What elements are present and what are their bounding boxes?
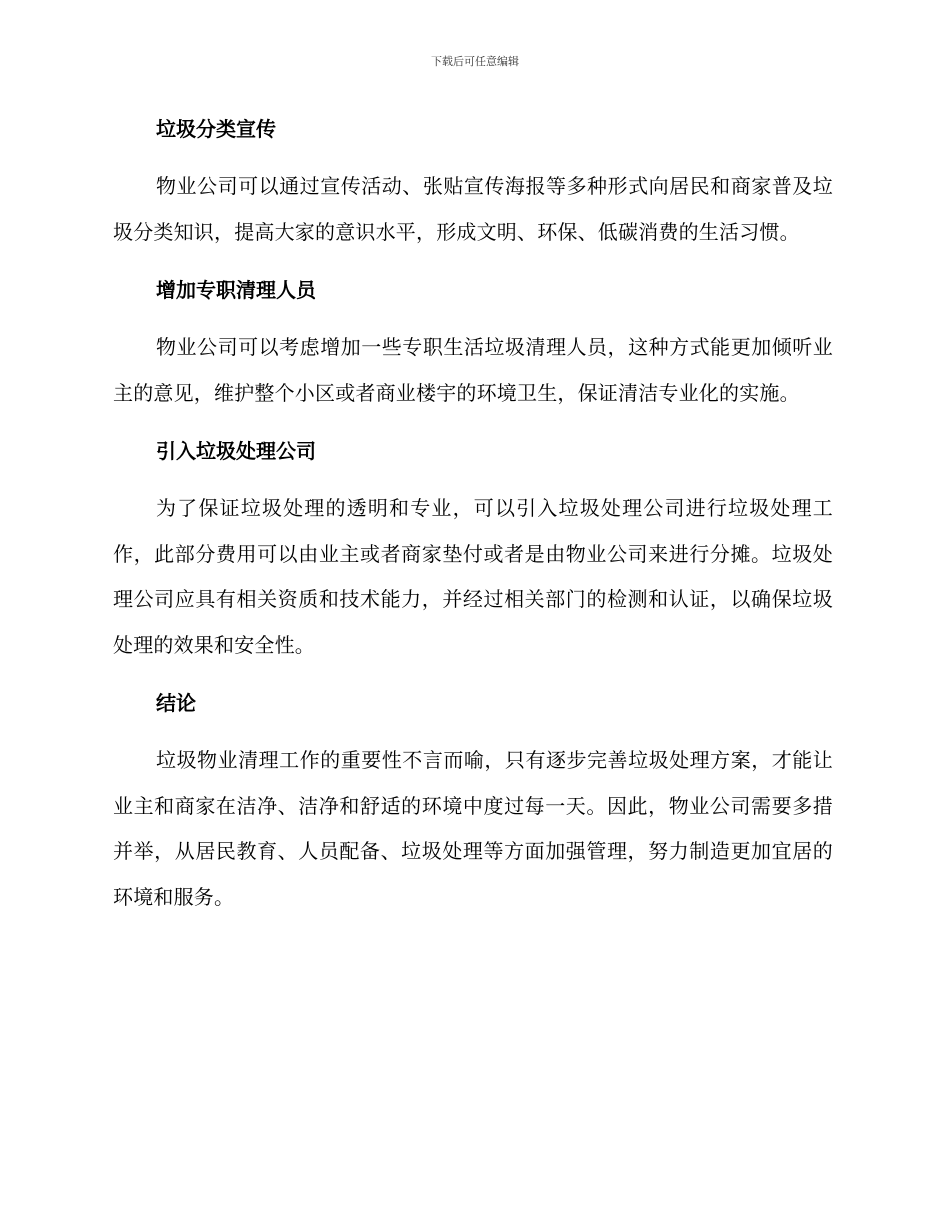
spacer [113,474,833,486]
spacer [113,152,833,164]
section-heading-waste-company: 引入垃圾处理公司 [156,439,316,463]
section-body-cleaning-staff: 物业公司可以考虑增加一些专职生活垃圾清理人员，这种方式能更加倾听业主的意见，维护整个小区或者商业楼宇的环境卫生，保证清洁专业化的实施。 [113,335,833,405]
section-heading-conclusion: 结论 [156,691,196,715]
document-body [113,106,833,932]
page-header: 下载后可任意编辑 [431,55,519,68]
spacer [113,313,833,325]
section-heading-cleaning-staff: 增加专职清理人员 [156,278,316,302]
section-body-conclusion: 垃圾物业清理工作的重要性不言而喻，只有逐步完善垃圾处理方案，才能让业主和商家在洁净、洁净和舒适的环境中度过每一天。因此，物业公司需要多措并举，从居民教育、人员配备、垃圾处理等方面加强管理，努力制造更加宜居的环境和服务。 [113,748,833,909]
section-body-waste-company: 为了保证垃圾处理的透明和专业，可以引入垃圾处理公司进行垃圾处理工作，此部分费用可以由业主或者商家垫付或者是由物业公司来进行分摊。垃圾处理公司应具有相关资质和技术能力，并经过相关部门的检测和认证，以确保垃圾处理的效果和安全性。 [113,496,833,657]
spacer [113,726,833,738]
section-body-garbage-sorting: 物业公司可以通过宣传活动、张贴宣传海报等多种形式向居民和商家普及垃圾分类知识，提高大家的意识水平，形成文明、环保、低碳消费的生活习惯。 [113,174,833,244]
section-heading-garbage-sorting: 垃圾分类宣传 [156,117,276,141]
